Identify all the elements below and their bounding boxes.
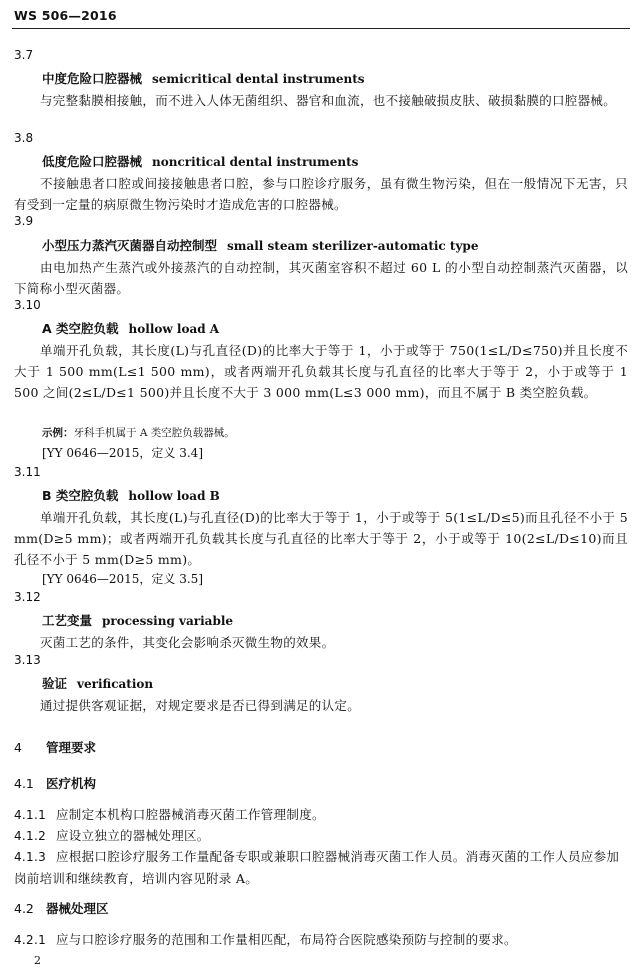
term-heading [42, 674, 153, 692]
page-number: 2 [34, 954, 41, 967]
term-english: processing variable [102, 614, 234, 628]
term-heading [42, 236, 478, 254]
term-heading [42, 319, 219, 337]
section-title: 管理要求 [46, 740, 97, 755]
section-number: 4.2 [14, 901, 34, 916]
clause-number: 3.10 [14, 298, 41, 312]
definition-text: 灭菌工艺的条件，其变化会影响杀灭微生物的效果。 [40, 635, 335, 650]
definition-text: 与完整黏膜相接触，而不进入人体无菌组织、器官和血流，也不接触破损皮肤、破损黏膜的口腔器械。 [40, 93, 617, 108]
clause-text: 应根据口腔诊疗服务工作量配备专职或兼职口腔器械消毒灭菌工作人员。消毒灭菌的工作人员应参加岗前培训和继续教育，培训内容见附录 A。 [14, 849, 620, 886]
term-english: hollow load A [128, 322, 220, 336]
definition-text: 单端开孔负载，其长度(L)与孔直径(D)的比率大于等于 1，小于或等于 5(1≤L/D≤5)而且孔径不小于 5 mm(D≥5 mm)；或者两端开孔负载其长度与孔直径的比率大于等于 2，小于或等于 10(2≤L/D≤10)而且孔径不小于 5 mm(D≥5 mm)。 [14, 510, 628, 567]
clause-item [14, 846, 628, 889]
term-chinese: A 类空腔负载 [42, 321, 119, 336]
term-heading [42, 611, 233, 629]
term-english: verification [77, 677, 154, 691]
clause-number: 3.7 [14, 48, 34, 62]
clause-number: 3.12 [14, 590, 41, 604]
subsection-heading [14, 899, 109, 917]
term-chinese: 中度危险口腔器械 [42, 71, 143, 86]
definition-text: 由电加热产生蒸汽或外接蒸汽的自动控制，其灭菌室容积不超过 60 L 的小型自动控制蒸汽灭菌器，以下简称小型灭菌器。 [14, 260, 628, 296]
clause-text: 应制定本机构口腔器械消毒灭菌工作管理制度。 [56, 807, 325, 822]
term-heading [42, 486, 220, 504]
clause-number: 4.1.2 [14, 829, 47, 843]
clause-number: 3.8 [14, 131, 34, 145]
clause-item [14, 929, 628, 951]
clause-number: 4.1.3 [14, 850, 47, 864]
term-chinese: 验证 [42, 676, 68, 691]
term-english: hollow load B [128, 489, 220, 503]
term-chinese: 低度危险口腔器械 [42, 154, 143, 169]
clause-item [14, 804, 628, 826]
term-chinese: B 类空腔负载 [42, 488, 119, 503]
clause-text: 应与口腔诊疗服务的范围和工作量相匹配，布局符合医院感染预防与控制的要求。 [56, 932, 517, 947]
term-chinese: 工艺变量 [42, 613, 93, 628]
clause-number: 4.2.1 [14, 933, 47, 947]
term-english: semicritical dental instruments [152, 72, 365, 86]
section-number: 4 [14, 740, 22, 755]
section-heading [14, 738, 96, 756]
example-note [42, 425, 235, 440]
definition-text: 不接触患者口腔或间接接触患者口腔，参与口腔诊疗服务，虽有微生物污染，但在一般情况下无害，只有受到一定量的病原微生物污染时才造成危害的口腔器械。 [14, 176, 628, 212]
clause-item [14, 825, 628, 847]
header-rule [12, 28, 630, 29]
definition-text: 通过提供客观证据，对规定要求是否已得到满足的认定。 [40, 698, 361, 713]
section-title: 器械处理区 [46, 901, 109, 916]
term-heading [42, 152, 358, 170]
clause-number: 3.11 [14, 465, 41, 479]
reference-citation: [YY 0646—2015，定义 3.5] [42, 572, 203, 586]
term-english: noncritical dental instruments [152, 155, 359, 169]
standard-number: WS 506—2016 [14, 8, 117, 23]
term-chinese: 小型压力蒸汽灭菌器自动控制型 [42, 238, 218, 253]
section-number: 4.1 [14, 776, 34, 791]
clause-number: 4.1.1 [14, 808, 47, 822]
term-english: small steam sterilizer-automatic type [227, 239, 479, 253]
section-title: 医疗机构 [46, 776, 97, 791]
example-text: 牙科手机属于 A 类空腔负载器械。 [73, 427, 235, 439]
clause-number: 3.13 [14, 653, 41, 667]
subsection-heading [14, 774, 96, 792]
clause-text: 应设立独立的器械处理区。 [56, 828, 210, 843]
term-heading [42, 69, 365, 87]
example-label: 示例： [42, 427, 74, 439]
clause-number: 3.9 [14, 214, 34, 228]
definition-text: 单端开孔负载，其长度(L)与孔直径(D)的比率大于等于 1，小于或等于 750(1≤L/D≤750)并且长度不大于 1 500 mm(L≤1 500 mm)，或者两端开孔负载其长度与孔直径的比率大于等于 2，小于或等于 1 500 之间(2≤L/D≤1 500)并且长度不大于 3 000 mm(L≤3 000 mm)，而且不属于 B 类空腔负载。 [14, 343, 628, 400]
reference-citation: [YY 0646—2015，定义 3.4] [42, 446, 203, 460]
